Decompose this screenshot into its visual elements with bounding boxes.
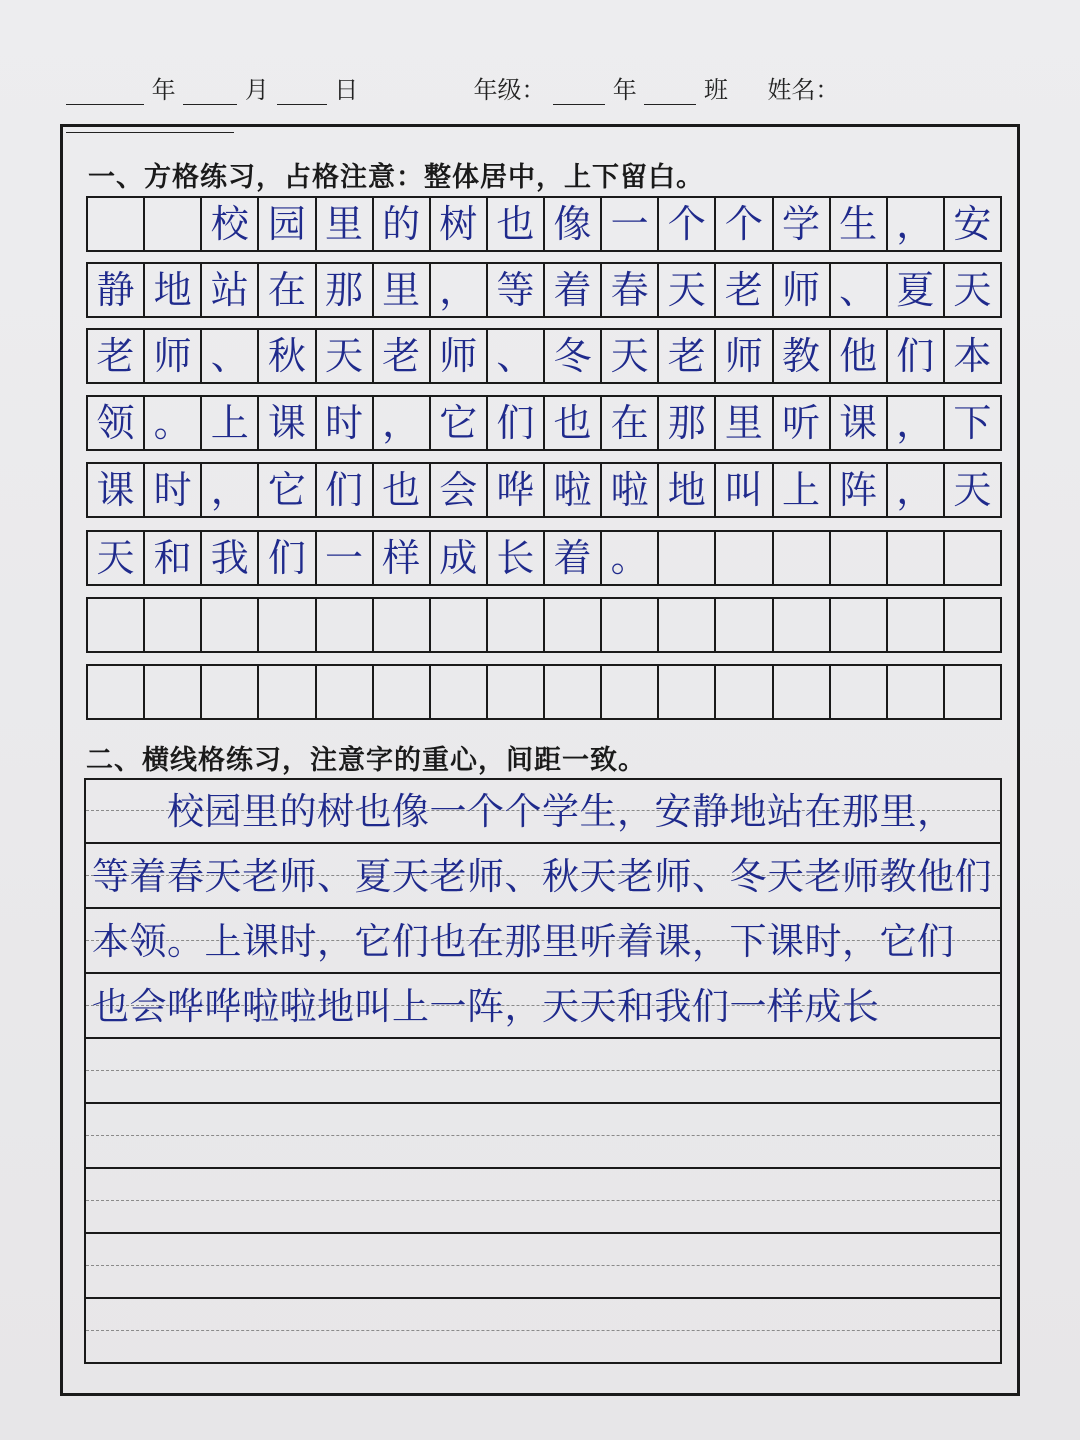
grid-cell[interactable]: 园 bbox=[259, 198, 316, 250]
grid-cell[interactable]: 天 bbox=[659, 264, 716, 316]
grid-cell[interactable]: 们 bbox=[317, 464, 374, 516]
grid-cell[interactable]: 课 bbox=[259, 397, 316, 449]
grid-cell[interactable]: 、 bbox=[202, 330, 259, 382]
ruled-line-row[interactable] bbox=[86, 1105, 1000, 1169]
grid-cell[interactable]: 课 bbox=[831, 397, 888, 449]
grid-cell[interactable]: 安 bbox=[953, 202, 992, 246]
grid-cell[interactable]: 。 bbox=[602, 532, 659, 584]
grid-cell[interactable]: 课 bbox=[88, 464, 145, 516]
grid-cell[interactable]: 天 bbox=[88, 532, 145, 584]
grid-cell[interactable]: 个 bbox=[659, 198, 716, 250]
grid-cell[interactable]: 天 bbox=[317, 330, 374, 382]
dashed-guide bbox=[86, 1135, 1000, 1136]
grid-cell[interactable] bbox=[317, 599, 374, 651]
grid-cell[interactable]: 啦 bbox=[602, 464, 659, 516]
grid-cell[interactable] bbox=[431, 666, 488, 718]
grid-cell[interactable]: 样 bbox=[374, 532, 431, 584]
grid-cell[interactable]: 哗 bbox=[488, 464, 545, 516]
grid-cell[interactable] bbox=[259, 666, 316, 718]
grid-cell[interactable]: 夏 bbox=[888, 264, 945, 316]
grid-row bbox=[86, 328, 1002, 384]
grid-cell[interactable] bbox=[602, 599, 659, 651]
grid-cell[interactable]: 叫 bbox=[716, 464, 773, 516]
grid-row bbox=[86, 395, 1002, 451]
grid-cell[interactable]: 我 bbox=[202, 532, 259, 584]
ruled-line-row[interactable] bbox=[86, 975, 1000, 1039]
handwritten-line: 本领。上课时，它们也在那里听着课，下课时，它们 bbox=[92, 920, 955, 963]
grid-cell[interactable]: 天 bbox=[953, 268, 992, 312]
grid-cell[interactable] bbox=[774, 599, 831, 651]
grid-cell[interactable] bbox=[88, 599, 145, 651]
grid-cell[interactable] bbox=[374, 599, 431, 651]
ruled-line-row[interactable] bbox=[86, 1300, 1000, 1364]
grid-cell[interactable] bbox=[716, 666, 773, 718]
dashed-guide bbox=[86, 1070, 1000, 1071]
grid-cell[interactable] bbox=[545, 666, 602, 718]
grid-cell[interactable]: 那 bbox=[659, 397, 716, 449]
month-blank[interactable] bbox=[183, 82, 237, 105]
grid-row bbox=[86, 462, 1002, 518]
grid-row bbox=[86, 530, 1002, 586]
grid-cell[interactable]: 听 bbox=[774, 397, 831, 449]
grid-cell[interactable] bbox=[145, 198, 202, 250]
class-blank[interactable] bbox=[644, 82, 696, 105]
grid-cell[interactable]: 生 bbox=[831, 198, 888, 250]
ruled-line-row[interactable] bbox=[86, 780, 1000, 844]
year-blank[interactable] bbox=[66, 82, 144, 105]
grid-cell[interactable]: 校 bbox=[202, 198, 259, 250]
grid-cell[interactable]: 静 bbox=[88, 264, 145, 316]
grid-cell[interactable]: 秋 bbox=[259, 330, 316, 382]
grid-cell[interactable]: 和 bbox=[145, 532, 202, 584]
grid-cell[interactable]: 它 bbox=[259, 464, 316, 516]
grid-cell[interactable]: 一 bbox=[602, 198, 659, 250]
header-info bbox=[66, 70, 976, 110]
grid-cell[interactable]: 领 bbox=[88, 397, 145, 449]
grid-row bbox=[86, 597, 1002, 653]
grid-cell[interactable]: 师 bbox=[145, 330, 202, 382]
grid-cell[interactable] bbox=[774, 532, 831, 584]
grid-cell[interactable]: 、 bbox=[831, 264, 888, 316]
grid-cell[interactable]: 时 bbox=[317, 397, 374, 449]
grid-cell[interactable] bbox=[888, 666, 945, 718]
ruled-line-row[interactable] bbox=[86, 910, 1000, 974]
section2-title: 二、横线格练习，注意字的重心，间距一致。 bbox=[86, 745, 646, 776]
grid-cell[interactable] bbox=[545, 599, 602, 651]
grid-cell[interactable]: ， bbox=[202, 464, 259, 516]
grid-cell[interactable] bbox=[716, 532, 773, 584]
grid-cell[interactable] bbox=[774, 666, 831, 718]
handwritten-line: 也会哗哗啦啦地叫上一阵，天天和我们一样成长 bbox=[92, 985, 880, 1028]
grid-cell[interactable]: 啦 bbox=[545, 464, 602, 516]
grid-cell[interactable] bbox=[488, 599, 545, 651]
square-grid bbox=[86, 196, 1002, 726]
grid-cell[interactable]: 地 bbox=[659, 464, 716, 516]
section1-title: 一、方格练习，占格注意：整体居中，上下留白。 bbox=[88, 162, 704, 193]
grid-cell[interactable] bbox=[659, 666, 716, 718]
grid-cell[interactable]: 站 bbox=[202, 264, 259, 316]
ruled-lines bbox=[84, 778, 1002, 1364]
grid-row bbox=[86, 262, 1002, 318]
grid-cell[interactable]: 师 bbox=[716, 330, 773, 382]
grid-cell[interactable] bbox=[659, 599, 716, 651]
grade-year-blank[interactable] bbox=[553, 82, 605, 105]
grid-cell[interactable]: ， bbox=[374, 397, 431, 449]
grid-cell[interactable] bbox=[945, 599, 1000, 651]
grid-cell[interactable]: 在 bbox=[602, 397, 659, 449]
grid-cell[interactable]: 们 bbox=[259, 532, 316, 584]
grid-cell[interactable] bbox=[202, 666, 259, 718]
grade-label: 年级： bbox=[473, 76, 546, 104]
grid-cell[interactable] bbox=[488, 666, 545, 718]
grid-cell[interactable]: ， bbox=[431, 264, 488, 316]
grid-cell[interactable]: 成 bbox=[431, 532, 488, 584]
ruled-line-row[interactable] bbox=[86, 1235, 1000, 1299]
grid-cell[interactable]: 师 bbox=[431, 330, 488, 382]
class-char: 班 bbox=[704, 76, 729, 104]
year-char: 年 bbox=[151, 76, 176, 104]
day-blank[interactable] bbox=[277, 82, 327, 105]
dashed-guide bbox=[86, 1330, 1000, 1331]
grid-cell[interactable]: 师 bbox=[774, 264, 831, 316]
grid-cell[interactable]: 老 bbox=[88, 330, 145, 382]
grid-cell[interactable]: 那 bbox=[317, 264, 374, 316]
grid-cell[interactable]: 时 bbox=[145, 464, 202, 516]
grid-cell[interactable] bbox=[716, 599, 773, 651]
grid-cell[interactable]: 地 bbox=[145, 264, 202, 316]
grid-cell[interactable]: 们 bbox=[888, 330, 945, 382]
grid-cell[interactable]: 天 bbox=[602, 330, 659, 382]
grid-cell[interactable]: 也 bbox=[374, 464, 431, 516]
grid-row bbox=[86, 664, 1002, 720]
grid-cell[interactable] bbox=[431, 599, 488, 651]
grid-cell[interactable]: 一 bbox=[317, 532, 374, 584]
grid-cell[interactable] bbox=[831, 532, 888, 584]
grid-cell[interactable]: 教 bbox=[774, 330, 831, 382]
grid-cell[interactable]: 春 bbox=[602, 264, 659, 316]
grid-cell[interactable]: 等 bbox=[488, 264, 545, 316]
grid-cell[interactable]: 他 bbox=[831, 330, 888, 382]
grid-cell[interactable]: 里 bbox=[317, 198, 374, 250]
grid-cell[interactable]: 、 bbox=[488, 330, 545, 382]
grid-cell[interactable]: 学 bbox=[774, 198, 831, 250]
handwritten-line: 校园里的树也像一个个学生，安静地站在那里， bbox=[92, 790, 955, 833]
grid-cell[interactable] bbox=[145, 599, 202, 651]
day-char: 日 bbox=[334, 76, 359, 104]
month-char: 月 bbox=[244, 76, 269, 104]
grid-cell[interactable]: 上 bbox=[774, 464, 831, 516]
grid-cell[interactable]: 它 bbox=[431, 397, 488, 449]
grid-cell[interactable]: 。 bbox=[145, 397, 202, 449]
grid-row bbox=[86, 196, 1002, 252]
grid-cell[interactable]: 着 bbox=[545, 264, 602, 316]
grid-cell[interactable] bbox=[945, 666, 1000, 718]
grid-cell[interactable]: 天 bbox=[953, 468, 992, 512]
grid-cell[interactable]: 阵 bbox=[831, 464, 888, 516]
grid-cell[interactable]: ， bbox=[888, 397, 945, 449]
grid-cell[interactable]: 也 bbox=[488, 198, 545, 250]
grid-cell[interactable]: 上 bbox=[202, 397, 259, 449]
grid-cell[interactable] bbox=[945, 532, 1000, 584]
ruled-line-row[interactable] bbox=[86, 845, 1000, 909]
grid-cell[interactable]: 着 bbox=[545, 532, 602, 584]
dashed-guide bbox=[86, 1200, 1000, 1201]
grid-cell[interactable] bbox=[831, 666, 888, 718]
grid-cell[interactable] bbox=[317, 666, 374, 718]
grid-cell[interactable]: 个 bbox=[716, 198, 773, 250]
grid-cell[interactable]: 老 bbox=[374, 330, 431, 382]
grid-cell[interactable] bbox=[831, 599, 888, 651]
grid-cell[interactable] bbox=[259, 599, 316, 651]
grid-cell[interactable] bbox=[88, 198, 145, 250]
grid-cell[interactable]: 老 bbox=[716, 264, 773, 316]
ruled-line-row[interactable] bbox=[86, 1040, 1000, 1104]
grid-cell[interactable]: 下 bbox=[953, 401, 992, 445]
grid-cell[interactable]: 像 bbox=[545, 198, 602, 250]
handwritten-line: 等着春天老师、夏天老师、秋天老师、冬天老师教他们 bbox=[92, 855, 992, 898]
grid-cell[interactable] bbox=[202, 599, 259, 651]
grid-cell[interactable]: 树 bbox=[431, 198, 488, 250]
grid-cell[interactable] bbox=[659, 532, 716, 584]
grid-cell[interactable]: 们 bbox=[488, 397, 545, 449]
grid-cell[interactable] bbox=[888, 532, 945, 584]
dashed-guide bbox=[86, 1265, 1000, 1266]
grid-cell[interactable] bbox=[145, 666, 202, 718]
grid-cell[interactable]: 本 bbox=[953, 334, 992, 378]
grid-cell[interactable]: 长 bbox=[488, 532, 545, 584]
grid-cell[interactable]: 会 bbox=[431, 464, 488, 516]
grid-cell[interactable]: 里 bbox=[374, 264, 431, 316]
grid-cell[interactable]: 的 bbox=[374, 198, 431, 250]
grid-cell[interactable] bbox=[374, 666, 431, 718]
grid-cell[interactable] bbox=[602, 666, 659, 718]
grade-year-char: 年 bbox=[612, 76, 637, 104]
grid-cell[interactable]: 冬 bbox=[545, 330, 602, 382]
ruled-line-row[interactable] bbox=[86, 1170, 1000, 1234]
grid-cell[interactable]: 也 bbox=[545, 397, 602, 449]
grid-cell[interactable]: 老 bbox=[659, 330, 716, 382]
grid-cell[interactable]: 在 bbox=[259, 264, 316, 316]
grid-cell[interactable]: ， bbox=[888, 464, 945, 516]
name-label: 姓名： bbox=[767, 76, 840, 104]
grid-cell[interactable]: 里 bbox=[716, 397, 773, 449]
grid-cell[interactable] bbox=[888, 599, 945, 651]
grid-cell[interactable]: ， bbox=[888, 198, 945, 250]
grid-cell[interactable] bbox=[88, 666, 145, 718]
